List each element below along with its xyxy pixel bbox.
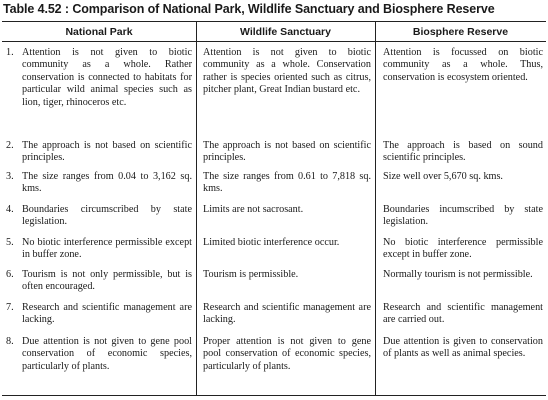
national-park-cell: Attention is not given to biotic community as a whole. Rather conservation is connected to habitats for particular wild animal species such as lion, tiger, rhinoceros etc. [22, 47, 192, 108]
wildlife-sanctuary-cell: Research and scientific management are lacking. [203, 302, 371, 326]
national-park-cell: The size ranges from 0.04 to 3,162 sq. kms. [22, 171, 192, 195]
national-park-cell: Research and scientific management are lacking. [22, 302, 192, 326]
wildlife-sanctuary-cell: Attention is not given to biotic community as a whole. Conservation rather is species oriented such as citrus, pitcher plant, Great Indian bustard etc. [203, 47, 371, 96]
wildlife-sanctuary-cell: The approach is not based on scientific principles. [203, 140, 371, 164]
national-park-cell: No biotic interference permissible except in buffer zone. [22, 237, 192, 261]
row-number: 5. [6, 237, 14, 248]
column-header-wildlife-sanctuary: Wildlife Sanctuary [240, 26, 331, 38]
national-park-cell: Tourism is not only permissible, but is often encouraged. [22, 269, 192, 293]
wildlife-sanctuary-cell: The size ranges from 0.61 to 7,818 sq. kms. [203, 171, 371, 195]
biosphere-reserve-cell: Size well over 5,670 sq. kms. [383, 171, 503, 182]
column-header-national-park: National Park [65, 26, 133, 38]
row-number: 2. [6, 140, 14, 151]
row-number: 3. [6, 171, 14, 182]
biosphere-reserve-cell: Due attention is given to conservation of plants as well as animal species. [383, 336, 543, 360]
national-park-cell: Boundaries circumscribed by state legislation. [22, 204, 192, 228]
national-park-cell: The approach is not based on scientific principles. [22, 140, 192, 164]
biosphere-reserve-cell: Boundaries incumscribed by state legislation. [383, 204, 543, 228]
column-divider-2 [375, 21, 376, 396]
wildlife-sanctuary-cell: Limits are not sacrosant. [203, 204, 304, 215]
biosphere-reserve-cell: Attention is focussed on biotic community as a whole. Thus, conservation is ecosystem oriented. [383, 47, 543, 83]
biosphere-reserve-cell: No biotic interference permissible except in buffer zone. [383, 237, 543, 261]
column-header-biosphere-reserve: Biosphere Reserve [412, 26, 509, 38]
row-number: 7. [6, 302, 14, 313]
biosphere-reserve-cell: The approach is based on sound scientific principles. [383, 140, 543, 164]
biosphere-reserve-cell: Research and scientific management are carried out. [383, 302, 543, 326]
wildlife-sanctuary-cell: Proper attention is not given to gene pool conservation of economic species, particularly of plants. [203, 336, 371, 372]
row-number: 6. [6, 269, 14, 280]
wildlife-sanctuary-cell: Tourism is permissible. [203, 269, 299, 280]
row-number: 4. [6, 204, 14, 215]
row-number: 1. [6, 47, 14, 58]
table-bottom-rule [2, 395, 546, 396]
header-bottom-rule [2, 41, 546, 42]
row-number: 8. [6, 336, 14, 347]
column-divider-1 [196, 21, 197, 396]
table-top-rule [2, 21, 546, 22]
wildlife-sanctuary-cell: Limited biotic interference occur. [203, 237, 340, 248]
national-park-cell: Due attention is not given to gene pool conservation of economic species, particularly of plants. [22, 336, 192, 372]
table-title: Table 4.52 : Comparison of National Park, Wildlife Sanctuary and Biosphere Reserve [3, 2, 495, 16]
biosphere-reserve-cell: Normally tourism is not permissible. [383, 269, 533, 280]
